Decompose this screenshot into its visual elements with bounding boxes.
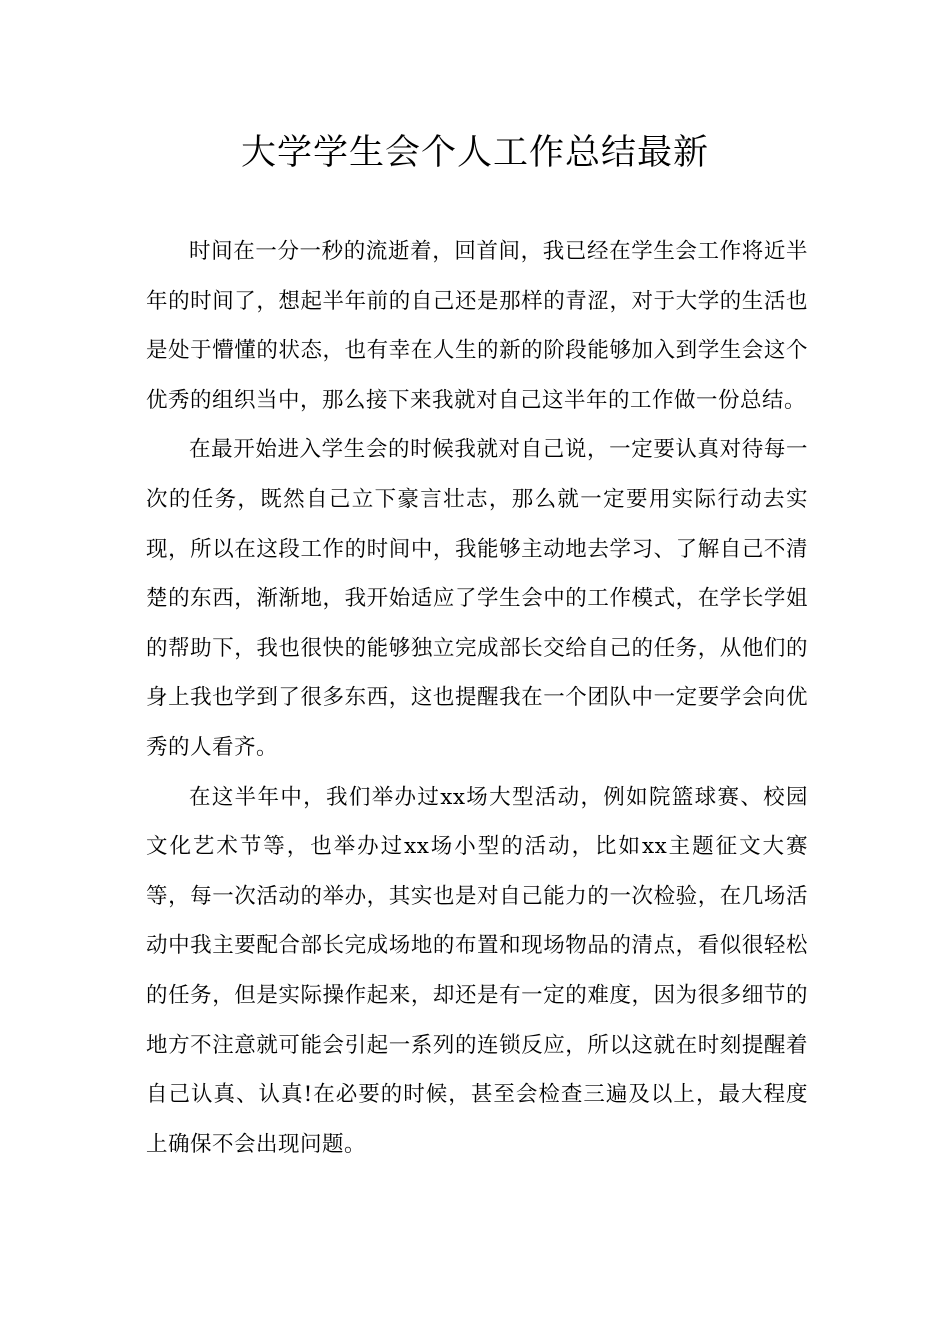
document-title: 大学学生会个人工作总结最新	[240, 133, 709, 173]
document-body	[146, 227, 808, 1169]
paragraph-3: 在这半年中，我们举办过xx场大型活动，例如院篮球赛、校园文化艺术节等，也举办过xx场小型的活动，比如xx主题征文大赛等，每一次活动的举办，其实也是对自己能力的一次检验，在几场活动中我主要配合部长完成场地的布置和现场物品的清点，看似很轻松的任务，但是实际操作起来，却还是有一定的难度，因为很多细节的地方不注意就可能会引起一系列的连锁反应，所以这就在时刻提醒着自己认真、认真!在必要的时候，甚至会检查三遍及以上，最大程度上确保不会出现问题。	[146, 784, 808, 1157]
paragraph-1: 时间在一分一秒的流逝着，回首间，我已经在学生会工作将近半年的时间了，想起半年前的自己还是那样的青涩，对于大学的生活也是处于懵懂的状态，也有幸在人生的新的阶段能够加入到学生会这个优秀的组织当中，那么接下来我就对自己这半年的工作做一份总结。	[146, 239, 808, 413]
paragraph-2: 在最开始进入学生会的时候我就对自己说，一定要认真对待每一次的任务，既然自己立下豪言壮志，那么就一定要用实际行动去实现，所以在这段工作的时间中，我能够主动地去学习、了解自己不清楚的东西，渐渐地，我开始适应了学生会中的工作模式，在学长学姐的帮助下，我也很快的能够独立完成部长交给自己的任务，从他们的身上我也学到了很多东西，这也提醒我在一个团队中一定要学会向优秀的人看齐。	[146, 437, 808, 760]
